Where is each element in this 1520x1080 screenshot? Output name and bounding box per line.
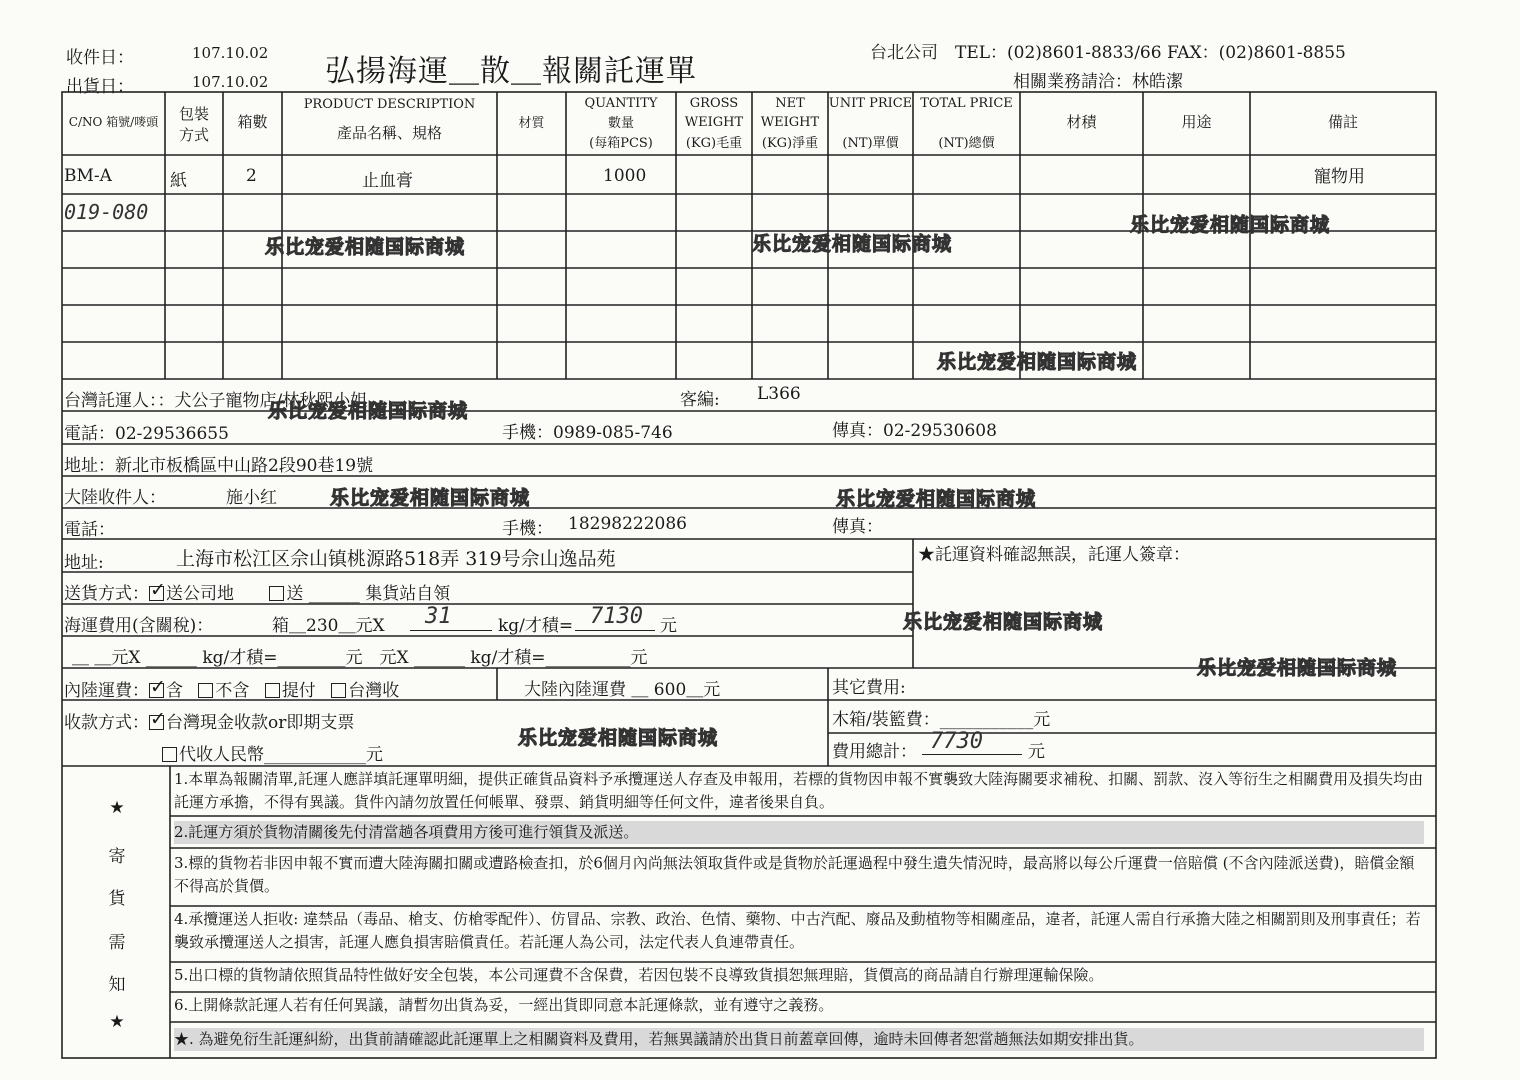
consignee-name: 施小红 bbox=[226, 488, 277, 508]
shipped-date-label: 出貨日： bbox=[66, 77, 134, 97]
shipper-fax: 傳真：02-29530608 bbox=[832, 421, 997, 441]
sea-fee-kg: 31 bbox=[425, 604, 452, 629]
sea-fee-kg-underline bbox=[410, 630, 492, 631]
row1-remarks: 寵物用 bbox=[1314, 167, 1365, 187]
watermark: 乐比宠爱相随国际商城 bbox=[330, 487, 531, 509]
inland-fee bbox=[64, 676, 399, 701]
customer-no: L366 bbox=[757, 384, 801, 404]
watermark: 乐比宠爱相随国际商城 bbox=[518, 727, 719, 749]
inland-cod: 提付 bbox=[281, 681, 316, 701]
header-net-zh: (KG)淨重 bbox=[761, 136, 819, 151]
payment-label: 收款方式： bbox=[64, 713, 149, 733]
row1-description: 止血膏 bbox=[362, 171, 413, 191]
shipper-address: 地址：新北市板橋區中山路2段90巷19號 bbox=[64, 456, 374, 476]
consignee-address: 上海市松江区佘山镇桃源路518弄 319号佘山逸品苑 bbox=[176, 548, 616, 570]
notice-char-2: 貨 bbox=[108, 889, 126, 909]
inland-included: 含 bbox=[166, 681, 183, 701]
header-qty-unit: (每箱PCS) bbox=[589, 136, 653, 151]
inland-label: 內陸運費： bbox=[64, 681, 149, 701]
watermark: 乐比宠爱相随国际商城 bbox=[1197, 657, 1398, 679]
header-unit-en: UNIT PRICE bbox=[828, 96, 913, 111]
consignee-address-label: 地址: bbox=[64, 553, 104, 573]
header-gross-zh: (KG)毛重 bbox=[685, 136, 743, 151]
crate-fee: 木箱/裝籃費：___________元 bbox=[832, 710, 1051, 730]
watermark: 乐比宠爱相随国际商城 bbox=[937, 351, 1138, 373]
row1-quantity: 1000 bbox=[603, 166, 647, 186]
sea-fee-yuan: 元 bbox=[660, 616, 677, 636]
notice-item-3: 3.標的貨物若非因申報不實而遭大陸海關扣關或遭路檢查扣，於6個月內尚無法領取貨件或是貨物於託運過程中發生遺失情況時，最高將以每公斤運費一倍賠償 (不含內陸派送費)，賠償金額不得高於貨價。 bbox=[174, 854, 1415, 895]
delivery-method bbox=[64, 579, 450, 604]
header-desc-zh: 產品名稱、規格 bbox=[336, 124, 442, 142]
notice-list bbox=[170, 766, 1432, 1058]
watermark: 乐比宠爱相随国际商城 bbox=[268, 400, 469, 422]
consignee-label: 大陸收件人： bbox=[64, 488, 166, 508]
header-boxes: 箱數 bbox=[237, 113, 268, 131]
sea-fee-kg-label: kg/才積= bbox=[498, 616, 574, 636]
row1-boxes: 2 bbox=[246, 166, 257, 186]
notice-item-2: 2.託運方須於貨物清關後先付清當趟各項費用方後可進行領貨及派送。 bbox=[174, 821, 1424, 844]
collect-rmb-option: 代收人民幣____________元 bbox=[179, 745, 383, 765]
watermark: 乐比宠爱相随国际商城 bbox=[1130, 214, 1331, 236]
inland-taiwan: 台灣收 bbox=[348, 681, 400, 701]
total-label: 費用總計： bbox=[832, 742, 917, 762]
header-gross-en: GROSS WEIGHT bbox=[684, 96, 744, 130]
header-remarks: 備註 bbox=[1327, 113, 1358, 131]
consignee-phone: 電話： bbox=[64, 520, 115, 540]
notice-item-5: 5.出口標的貨物請依照貨品特性做好安全包裝，本公司運費不含保費，若因包裝不良導致貨損恕無理賠，貨價高的商品請自行辦理運輸保險。 bbox=[174, 966, 1104, 984]
header-qty-en: QUANTITY bbox=[584, 96, 658, 111]
delivery-station-checkbox[interactable] bbox=[269, 586, 284, 601]
collect-rmb-checkbox[interactable] bbox=[162, 747, 177, 762]
consignee-fax: 傳真： bbox=[832, 517, 883, 537]
notice-item-6: 6.上開條款託運人若有任何異議，請暫勿出貨為妥，一經出貨即同意本託運條款，並有遵守之義務。 bbox=[174, 996, 834, 1014]
inland-cod-checkbox[interactable] bbox=[265, 683, 280, 698]
header-usage: 用途 bbox=[1181, 113, 1212, 131]
total-amount: 7730 bbox=[930, 729, 983, 754]
notice-star-top: ★ bbox=[109, 798, 125, 818]
mainland-freight: 大陸內陸運費 ＿ 600＿元 bbox=[524, 680, 721, 700]
customer-no-label: 客編: bbox=[680, 390, 720, 410]
sea-fee-label: 海運費用(含關稅)： bbox=[64, 616, 214, 636]
shipper-name: 台灣託運人：：犬公子寵物店/林秋熙小姐 bbox=[64, 391, 368, 411]
header-volume: 材積 bbox=[1066, 113, 1097, 131]
notice-char-4: 知 bbox=[108, 975, 126, 995]
inland-excluded: 不含 bbox=[215, 681, 250, 701]
handwritten-cno: 019-080 bbox=[64, 200, 149, 224]
delivery-company-checkbox[interactable] bbox=[149, 586, 164, 601]
payment-cash-checkbox[interactable] bbox=[149, 715, 164, 730]
notice-char-1: 寄 bbox=[108, 847, 126, 867]
shipper-mobile: 手機：0989-085-746 bbox=[502, 423, 673, 443]
delivery-station-option: 送 ______ 集貨站自領 bbox=[286, 584, 451, 604]
total-yuan: 元 bbox=[1028, 742, 1045, 762]
watermark: 乐比宠爱相随国际商城 bbox=[752, 233, 953, 255]
header-material: 材質 bbox=[518, 116, 545, 131]
notice-item-4: 4.承攬運送人拒收: 違禁品（毒品、槍支、仿槍零配件）、仿冒品、宗教、政治、色情、藥物、中古汽配、廢品及動植物等相關產品，違者，託運人需自行承擔大陸之相關罰則及刑事責任；若襲致承攬運送人之損害，託運人應負損害賠償責任。若託運人為公司，法定代表人負連帶責任。 bbox=[174, 910, 1421, 951]
inland-tw-checkbox[interactable] bbox=[331, 683, 346, 698]
signature-field[interactable]: ★託運資料確認無誤，託運人簽章： bbox=[918, 545, 1190, 565]
inland-excluded-checkbox[interactable] bbox=[198, 683, 213, 698]
notice-star-bottom: ★ bbox=[109, 1012, 125, 1032]
row1-cno: BM-A bbox=[64, 166, 112, 186]
watermark: 乐比宠爱相随国际商城 bbox=[903, 611, 1104, 633]
consignee-mobile-label: 手機： bbox=[502, 519, 553, 539]
header-packing: 包裝方式 bbox=[178, 105, 209, 144]
watermark: 乐比宠爱相随国际商城 bbox=[265, 236, 466, 258]
collect-rmb bbox=[162, 740, 383, 765]
total-underline bbox=[922, 754, 1022, 755]
shipped-date: 107.10.02 bbox=[192, 73, 269, 91]
received-date: 107.10.02 bbox=[192, 44, 269, 62]
sales-contact: 相關業務請洽：林皓潔 bbox=[1013, 72, 1183, 92]
document-title: 弘揚海運＿散＿報關託運單 bbox=[325, 55, 697, 88]
other-fees: 其它費用: bbox=[832, 678, 906, 698]
inland-included-checkbox[interactable] bbox=[149, 683, 164, 698]
company-contact: 台北公司 TEL：(02)8601-8833/66 FAX：(02)8601-8855 bbox=[870, 43, 1346, 63]
notice-item-7: ★. 為避免衍生託運糾紛，出貨前請確認此託運單上之相關資料及費用，若無異議請於出貨日前蓋章回傳，逾時未回傳者恕當趟無法如期安排出貨。 bbox=[174, 1028, 1424, 1051]
watermark: 乐比宠爱相随国际商城 bbox=[836, 488, 1037, 510]
notice-char-3: 需 bbox=[108, 933, 126, 953]
header-desc-en: PRODUCT DESCRIPTION bbox=[303, 97, 476, 112]
row1-packing: 紙 bbox=[170, 171, 187, 191]
sea-fee-extra-line: ＿ ＿元X ______ kg/才積=________元 元X ______ kg/才積=__________元 bbox=[72, 648, 648, 668]
delivery-company-option: 送公司地 bbox=[166, 584, 234, 604]
header-qty-zh: 數量 bbox=[607, 116, 634, 131]
delivery-label: 送貨方式： bbox=[64, 584, 149, 604]
payment-method bbox=[64, 708, 354, 733]
consignee-mobile: 18298222086 bbox=[568, 514, 687, 534]
sea-fee-amount: 7130 bbox=[590, 604, 643, 629]
header-net-en: NET WEIGHT bbox=[760, 96, 820, 130]
notice-item-1: 1.本單為報關清單,託運人應詳填託運單明細，提供正確貨品資料予承攬運送人存查及申報用，若標的貨物因申報不實襲致大陸海關要求補稅、扣關、罰款、沒入等衍生之相關費用及損失均由託運方承擔，不得有異議。貨件內請勿放置任何帳單、發票、銷貨明細等任何文件，違者後果自負。 bbox=[174, 770, 1424, 811]
header-total-en: TOTAL PRICE bbox=[920, 96, 1013, 111]
sea-fee-box-rate: 箱＿230＿元X bbox=[272, 616, 385, 636]
received-date-label: 收件日： bbox=[66, 48, 134, 68]
header-total-zh: (NT)總價 bbox=[938, 136, 995, 151]
header-cno: C/NO 箱號/嘜頭 bbox=[68, 115, 159, 129]
shipper-phone: 電話：02-29536655 bbox=[64, 424, 229, 444]
sea-fee-amount-underline bbox=[575, 630, 655, 631]
header-unit-zh: (NT)單價 bbox=[842, 136, 899, 151]
payment-cash-option: 台灣現金收款or即期支票 bbox=[166, 713, 355, 733]
